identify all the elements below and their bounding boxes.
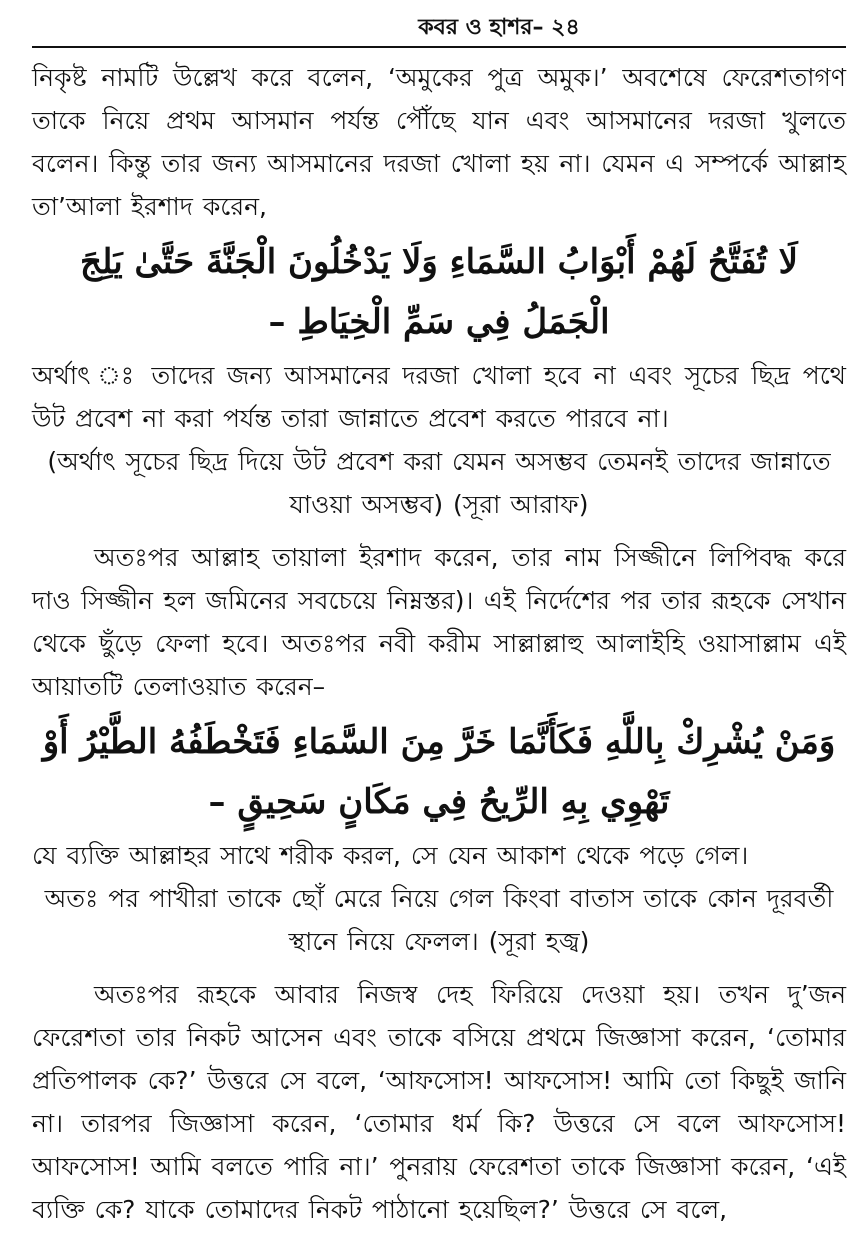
arabic-verse-1-line-2: الْجَمَلُ فِي سَمِّ الْخِيَاطِ – <box>268 302 610 342</box>
arabic-verse-1-line-1: لَا تُفَتَّحُ لَهُمْ أَبْوَابُ السَّمَاءِ وَلَا يَدْخُلُونَ الْجَنَّةَ حَتَّىٰ يَلِجَ <box>80 242 798 282</box>
paragraph-7: অতঃপর রূহকে আবার নিজস্ব দেহ ফিরিয়ে দেওয়া হয়। তখন দু’জন ফেরেশতা তার নিকট আসেন এবং তাকে বসিয়ে প্রথমে জিজ্ঞাসা করেন, ‘তোমার প্রতিপালক কে?’ উত্তরে সে বলে, ‘আফসোস! আফসোস! আমি তো কিছুই জানি না। তারপর জিজ্ঞাসা করেন, ‘তোমার ধর্ম কি? উত্তরে সে বলে আফসোস! আফসোস! আমি বলতে পারি না।’ পুনরায় ফেরেশতা তাকে জিজ্ঞাসা করেন, ‘এই ব্যক্তি কে? যাকে তোমাদের নিকট পাঠানো হয়েছিল?’ উত্তরে সে বলে, <box>32 980 846 1224</box>
paragraph-5-meaning: যে ব্যক্তি আল্লাহর সাথে শরীক করল, সে যেন আকাশ থেকে পড়ে গেল। <box>32 841 749 870</box>
header-rule <box>32 46 846 48</box>
paragraph-6-meaning-cont: অতঃ পর পাখীরা তাকে ছোঁ মেরে নিয়ে গেল কিংবা বাতাস তাকে কোন দূরবর্তী স্থানে নিয়ে ফেলল। (সূরা হজ্ব) <box>44 884 834 956</box>
arabic-verse-2-line-1: وَمَنْ يُشْرِكْ بِاللَّهِ فَكَأَنَّمَا خَرَّ مِنَ السَّمَاءِ فَتَخْطَفُهُ الطَّيْرُ أَوْ <box>42 722 836 762</box>
arabic-verse-2-line-2: تَهْوِي بِهِ الرِّيحُ فِي مَكَانٍ سَحِيقٍ – <box>208 782 670 822</box>
page-header: কবর ও হাশর– ২৪ <box>418 15 580 40</box>
paragraph-3-explanation: (অর্থাৎ সূচের ছিদ্র দিয়ে উট প্রবেশ করা যেমন অসম্ভব তেমনই তাদের জান্নাতে যাওয়া অসম্ভব) (সূরা আরাফ) <box>47 447 831 519</box>
paragraph-2-meaning: অর্থাৎ ঃ তাদের জন্য আসমানের দরজা খোলা হবে না এবং সূচের ছিদ্র পথে উট প্রবেশ না করা পর্যন্ত তারা জান্নাতে প্রবেশ করতে পারবে না। <box>32 361 846 433</box>
paragraph-4: অতঃপর আল্লাহ তায়ালা ইরশাদ করেন, তার নাম সিজ্জীনে লিপিবদ্ধ করে দাও সিজ্জীন হল জমিনের সবচেয়ে নিম্নস্তর)। এই নির্দেশের পর তার রূহকে সেখান থেকে ছুঁড়ে ফেলা হবে। অতঃপর নবী করীম সাল্লাল্লাহু আলাইহি ওয়াসাল্লাম এই আয়াতটি তেলাওয়াত করেন– <box>32 543 846 701</box>
paragraph-1: নিকৃষ্ট নামটি উল্লেখ করে বলেন, ‘অমুকের পুত্র অমুক।’ অবশেষে ফেরেশতাগণ তাকে নিয়ে প্রথম আসমান পর্যন্ত পৌঁছে যান এবং আসমানের দরজা খুলতে বলেন। কিন্তু তার জন্য আসমানের দরজা খোলা হয় না। যেমন এ সম্পর্কে আল্লাহ তা’আলা ইরশাদ করেন, <box>32 63 846 221</box>
